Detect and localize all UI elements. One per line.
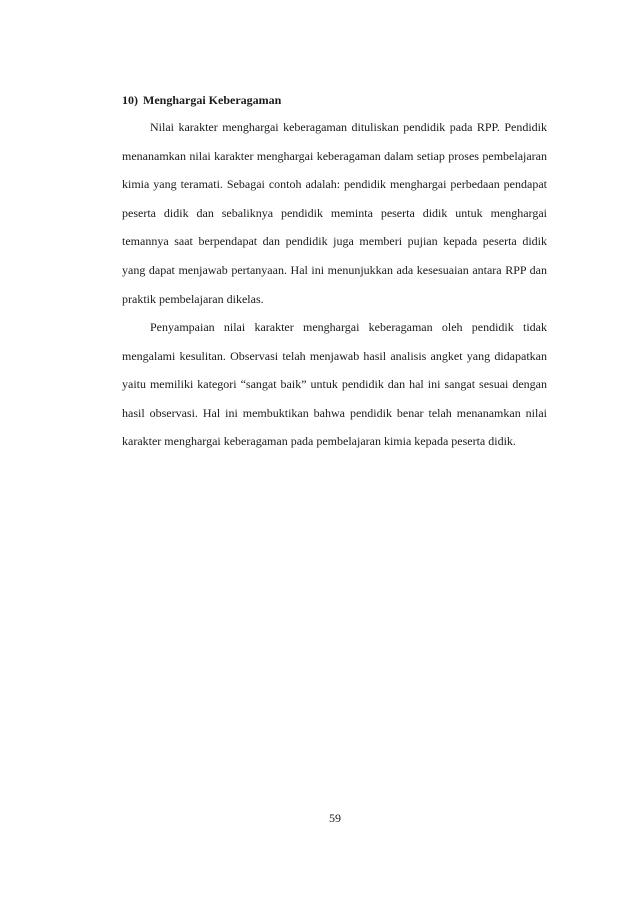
paragraph: Nilai karakter menghargai keberagaman dituliskan pendidik pada RPP. Pendidik menanamkan nilai karakter menghargai keberagaman dalam setiap proses pembelajaran kimia yang teramati. Sebagai contoh adalah: pendidik menghargai perbedaan pendapat peserta didik dan sebaliknya pendidik meminta peserta didik untuk menghargai temannya saat berpendapat dan pendidik juga memberi pujian kepada peserta didik yang dapat menjawab pertanyaan. Hal ini menunjukkan ada kesesuaian antara RPP dan praktik pembelajaran dikelas. (122, 120, 547, 306)
page-number (0, 810, 638, 826)
section-title: Menghargai Keberagaman (143, 93, 282, 107)
section-number: 10) (122, 93, 138, 107)
page-number-label: 59 (329, 811, 341, 825)
section-heading (122, 92, 281, 108)
paragraph: Penyampaian nilai karakter menghargai keberagaman oleh pendidik tidak mengalami kesulitan. Observasi telah menjawab hasil analisis angket yang didapatkan yaitu memiliki kategori “sangat baik” untuk pendidik dan hal ini sangat sesuai dengan hasil observasi. Hal ini membuktikan bahwa pendidik benar telah menanamkan nilai karakter menghargai keberagaman pada pembelajaran kimia kepada peserta didik. (122, 320, 547, 449)
